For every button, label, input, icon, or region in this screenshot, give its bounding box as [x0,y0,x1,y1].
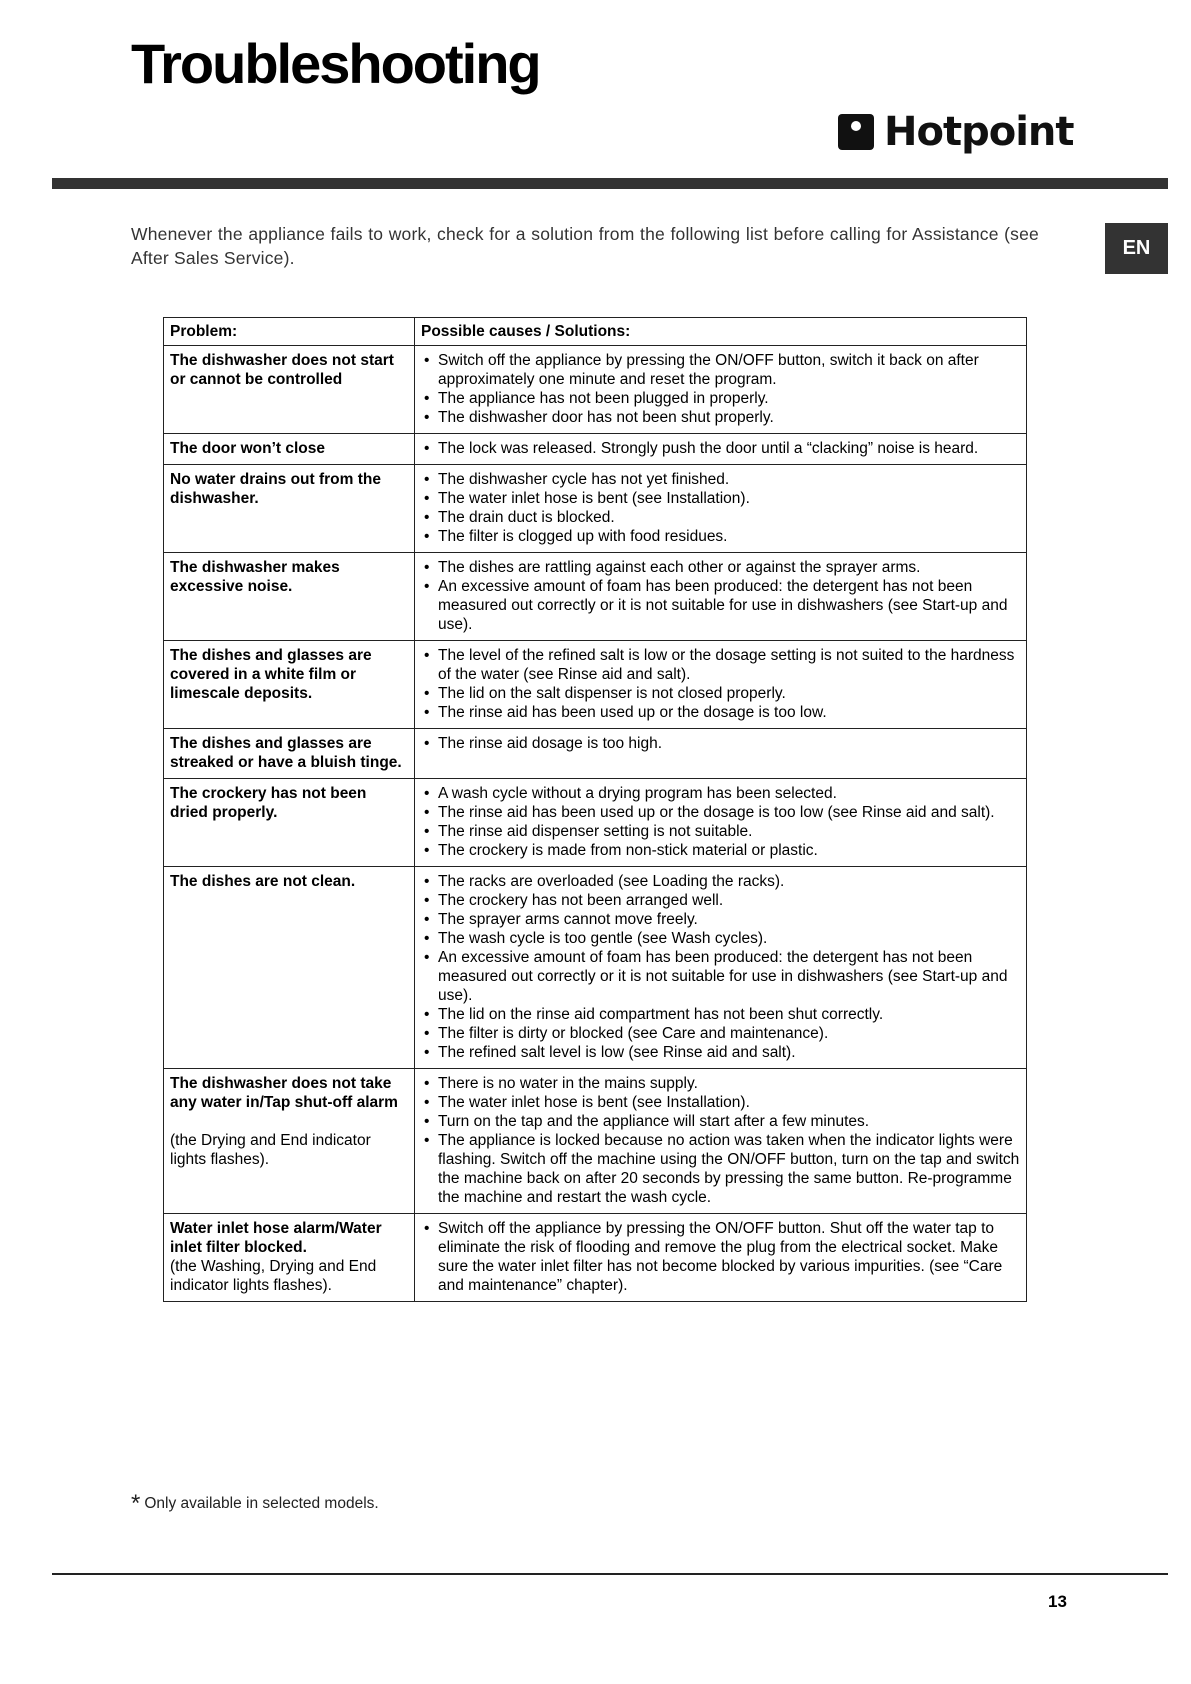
table-row [164,434,1027,465]
causes-list [421,734,1020,753]
language-tab: EN [1105,223,1168,274]
footnote [131,1490,379,1518]
problem-note: (the Drying and End indicator lights flashes). [170,1132,371,1168]
problem-text: The dishwasher makes excessive noise. [170,559,340,595]
problem-text: The dishes and glasses are covered in a white film or limescale deposits. [170,647,372,702]
table-row [164,1214,1027,1302]
header-divider [52,178,1168,189]
table-row [164,346,1027,434]
causes-cell [415,729,1027,779]
causes-cell [415,641,1027,729]
list-item: • The appliance has not been plugged in properly. [421,389,1020,408]
problem-cell [164,1214,415,1302]
causes-cell [415,1069,1027,1214]
causes-cell [415,867,1027,1069]
list-item: • The crockery is made from non-stick material or plastic. [421,841,1020,860]
problem-text: The dishwasher does not start or cannot be controlled [170,352,394,388]
table-row [164,729,1027,779]
causes-cell [415,553,1027,641]
list-item: • An excessive amount of foam has been produced: the detergent has not been measured out correctly or it is not suitable for use in dishwashers (see Start-up and use). [421,577,1020,634]
list-item: • The drain duct is blocked. [421,508,1020,527]
problem-cell [164,1069,415,1214]
table-row [164,867,1027,1069]
problem-cell [164,465,415,553]
causes-cell [415,779,1027,867]
list-item: • The filter is clogged up with food residues. [421,527,1020,546]
problem-text: The crockery has not been dried properly. [170,785,367,821]
list-item: • The racks are overloaded (see Loading the racks). [421,872,1020,891]
list-item: • The dishwasher door has not been shut properly. [421,408,1020,427]
problem-cell [164,434,415,465]
problem-cell [164,867,415,1069]
table-header-row [164,318,1027,346]
problem-text: The dishes and glasses are streaked or have a bluish tinge. [170,735,402,771]
causes-cell [415,434,1027,465]
causes-cell [415,1214,1027,1302]
problem-cell [164,346,415,434]
column-header-problem: Problem: [164,318,415,346]
causes-list [421,351,1020,427]
causes-list [421,470,1020,546]
list-item: • Turn on the tap and the appliance will start after a few minutes. [421,1112,1020,1131]
list-item: • The wash cycle is too gentle (see Wash cycles). [421,929,1020,948]
problem-text: The dishwasher does not take any water in/Tap shut-off alarm [170,1075,398,1111]
table-row [164,465,1027,553]
list-item: • An excessive amount of foam has been produced: the detergent has not been measured out correctly or it is not suitable for use in dishwashers (see Start-up and use). [421,948,1020,1005]
list-item: • The lock was released. Strongly push the door until a “clacking” noise is heard. [421,439,1020,458]
problem-text: The door won’t close [170,440,326,457]
problem-text: No water drains out from the dishwasher. [170,471,381,507]
causes-list [421,646,1020,722]
list-item: • The lid on the salt dispenser is not closed properly. [421,684,1020,703]
list-item: • A wash cycle without a drying program has been selected. [421,784,1020,803]
causes-cell [415,465,1027,553]
list-item: • The lid on the rinse aid compartment has not been shut correctly. [421,1005,1020,1024]
list-item: • The filter is dirty or blocked (see Care and maintenance). [421,1024,1020,1043]
list-item: • The water inlet hose is bent (see Installation). [421,1093,1020,1112]
troubleshooting-table [163,317,1027,1302]
problem-cell [164,641,415,729]
list-item: • The rinse aid has been used up or the dosage is too low. [421,703,1020,722]
problem-cell [164,729,415,779]
page-title: Troubleshooting [131,32,540,95]
problem-note: (the Washing, Drying and End indicator lights flashes). [170,1258,377,1294]
brand-name: Hotpoint [884,109,1074,155]
problem-cell [164,779,415,867]
table-row [164,779,1027,867]
list-item: • The sprayer arms cannot move freely. [421,910,1020,929]
problem-cell [164,553,415,641]
list-item: • The crockery has not been arranged well. [421,891,1020,910]
table-row [164,641,1027,729]
list-item: • The water inlet hose is bent (see Installation). [421,489,1020,508]
problem-text: The dishes are not clean. [170,873,356,890]
list-item: • The rinse aid has been used up or the dosage is too low (see Rinse aid and salt). [421,803,1020,822]
table-row [164,553,1027,641]
footnote-marker: * [131,1490,141,1517]
intro-text: Whenever the appliance fails to work, check for a solution from the following list before calling for Assistance (see After Sales Service). [131,224,1039,268]
list-item: • The level of the refined salt is low or the dosage setting is not suited to the hardness of the water (see Rinse aid and salt). [421,646,1020,684]
brand-logo [838,109,1074,155]
column-header-causes: Possible causes / Solutions: [415,318,1027,346]
list-item: • Switch off the appliance by pressing the ON/OFF button. Shut off the water tap to eliminate the risk of flooding and remove the plug from the electrical socket. Make sure the water inlet filter has not become blocked by various impurities. (see “Care and maintenance” chapter). [421,1219,1020,1295]
causes-list [421,1074,1020,1207]
page-number: 13 [1048,1592,1067,1611]
list-item: • The dishes are rattling against each other or against the sprayer arms. [421,558,1020,577]
list-item: • The refined salt level is low (see Rinse aid and salt). [421,1043,1020,1062]
list-item: • Switch off the appliance by pressing the ON/OFF button, switch it back on after approximately one minute and reset the program. [421,351,1020,389]
list-item: • There is no water in the mains supply. [421,1074,1020,1093]
problem-text: Water inlet hose alarm/Water inlet filter blocked. [170,1220,382,1256]
table-row [164,1069,1027,1214]
list-item: • The rinse aid dispenser setting is not suitable. [421,822,1020,841]
hotpoint-logo-icon [838,114,874,150]
causes-list [421,439,1020,458]
list-item: • The dishwasher cycle has not yet finished. [421,470,1020,489]
causes-list [421,784,1020,860]
causes-list [421,558,1020,634]
causes-list [421,1219,1020,1295]
list-item: • The appliance is locked because no action was taken when the indicator lights were flashing. Switch off the machine using the ON/OFF button, turn on the tap and switch the machine back on after 20 seconds by pressing the same button. Re-programme the machine and restart the wash cycle. [421,1131,1020,1207]
causes-cell [415,346,1027,434]
footer-divider [52,1573,1168,1575]
footnote-text: Only available in selected models. [144,1495,379,1512]
list-item: • The rinse aid dosage is too high. [421,734,1020,753]
causes-list [421,872,1020,1062]
